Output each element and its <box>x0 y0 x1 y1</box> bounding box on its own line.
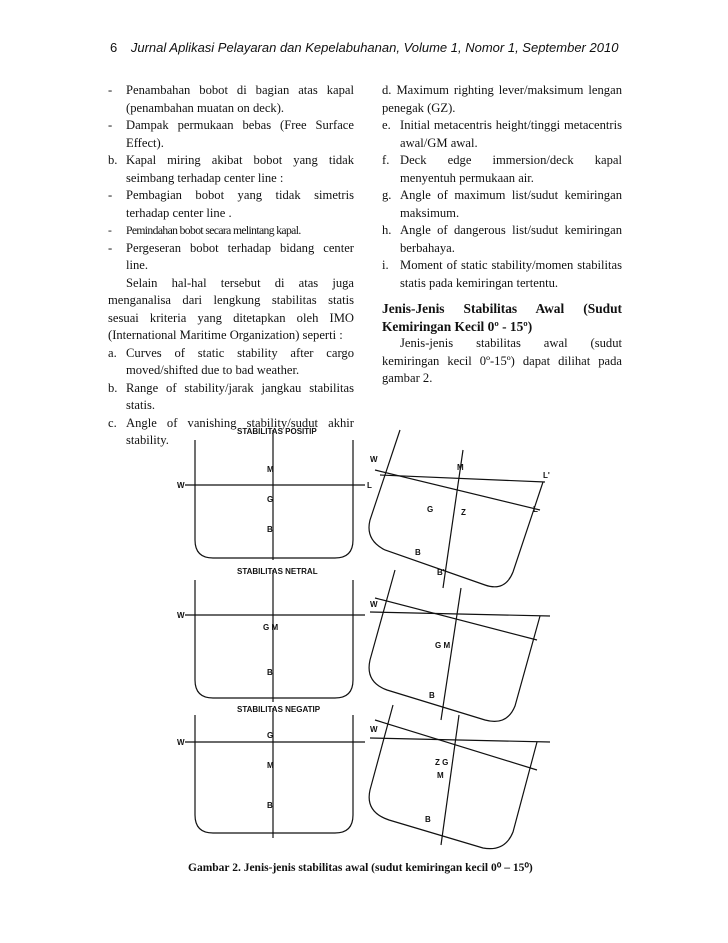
label-lp: L' <box>543 471 550 480</box>
list-marker: - <box>108 118 113 132</box>
list-item <box>382 257 622 292</box>
list-text: Pembagian bobot yang tidak simetris terhadap center line . <box>126 188 354 220</box>
list-item <box>382 152 622 187</box>
label-b: B <box>415 548 421 557</box>
label-w: W <box>370 725 378 734</box>
list-marker: c. <box>108 415 117 430</box>
list-marker: - <box>108 240 113 255</box>
stability-figure <box>165 420 565 850</box>
list-marker: i. <box>382 258 389 272</box>
list-text: Angle of dangerous list/sudut kemiringan berbahaya. <box>400 223 622 255</box>
label-w: W <box>370 600 378 609</box>
label-zg: Z G <box>435 758 449 767</box>
waterline <box>380 475 545 482</box>
list-text: Angle of vanishing stability/sudut akhir stability. <box>126 415 354 447</box>
centerline <box>441 588 461 720</box>
label-w: W <box>370 455 378 464</box>
label-b: B <box>425 815 431 824</box>
list-text: Deck edge immersion/deck kapal menyentuh permukaan air. <box>400 153 622 185</box>
list-item <box>382 222 622 257</box>
hull-outline <box>195 440 353 558</box>
list-item <box>108 187 354 222</box>
label-m: M <box>457 463 464 472</box>
list-text: Kapal miring akibat bobot yang tidak seimbang terhadap center line : <box>126 153 354 185</box>
label-m: M <box>437 771 444 780</box>
running-header <box>110 40 618 55</box>
hull-outline <box>195 580 353 698</box>
label-m: M <box>267 465 274 474</box>
list-marker: - <box>108 83 113 97</box>
list-marker: - <box>108 224 112 237</box>
list-item <box>108 152 354 187</box>
list-text: Pemindahan bobot secara melintang kapal. <box>126 224 301 237</box>
list-item <box>382 117 622 152</box>
list-text: Moment of static stability/momen stabilitas statis pada kemiringan tertentu. <box>400 258 622 290</box>
label-b: B <box>267 668 273 677</box>
panel-title: STABILITAS NETRAL <box>237 567 318 576</box>
waterline <box>370 612 550 616</box>
label-m: M <box>267 761 274 770</box>
figure-caption: Gambar 2. Jenis-jenis stabilitas awal (sudut kemiringan kecil 0⁰ – 15⁰) <box>188 862 533 874</box>
stability-diagram <box>165 420 565 850</box>
label-gm: G M <box>263 623 279 632</box>
panel-title: STABILITAS POSITIP <box>237 427 317 436</box>
list-text: Angle of maximum list/sudut kemiringan maksimum. <box>400 188 622 220</box>
page-number: 6 <box>110 40 118 55</box>
label-bp: B' <box>437 568 445 577</box>
list-marker: g. <box>382 188 392 202</box>
list-marker: b. <box>108 380 118 395</box>
list-text: Curves of static stability after cargo moved/shifted due to bad weather. <box>126 345 354 377</box>
section-paragraph: Jenis-jenis stabilitas awal (sudut kemiringan kecil 0º-15º) dapat dilihat pada gambar 2. <box>382 336 622 385</box>
list-text: Range of stability/jarak jangkau stabilitas statis. <box>126 380 354 412</box>
list-item <box>108 117 354 152</box>
list-marker: - <box>108 188 113 202</box>
section-heading: Jenis-Jenis Stabilitas Awal (Sudut Kemiringan Kecil 0º - 15º) <box>382 301 622 334</box>
label-z: Z <box>461 508 466 517</box>
label-g: G <box>427 505 434 514</box>
label-b: B <box>267 801 273 810</box>
list-item <box>108 345 354 380</box>
list-marker: e. <box>382 118 391 132</box>
label-b: B <box>267 525 273 534</box>
panel-title: STABILITAS NEGATIP <box>237 705 321 714</box>
hull-outline <box>195 715 353 833</box>
list-marker: h. <box>382 223 392 237</box>
journal-title: Jurnal Aplikasi Pelayaran dan Kepelabuhanan, Volume 1, Nomor 1, September 2010 <box>130 40 619 55</box>
list-text: Pergeseran bobot terhadap bidang center line. <box>126 240 354 272</box>
label-l: L <box>533 505 538 514</box>
list-text: Initial metacentris height/tinggi metacentris awal/GM awal. <box>400 118 622 150</box>
label-w: W <box>177 611 185 620</box>
list-text: Dampak permukaan bebas (Free Surface Effect). <box>126 118 354 150</box>
left-column <box>108 82 354 450</box>
imo-paragraph: Selain hal-hal tersebut di atas juga menganalisa dari lengkung stabilitas statis sesuai kriteria yang ditetapkan oleh IMO (International Maritime Organization) seperti : <box>108 275 354 342</box>
label-b: B <box>429 691 435 700</box>
list-item <box>108 380 354 415</box>
label-l: L <box>367 481 372 490</box>
centerline <box>441 715 459 845</box>
criteria-d: d. Maximum righting lever/maksimum lengan penegak (GZ). <box>382 83 622 115</box>
list-marker: f. <box>382 153 390 167</box>
hull-outline <box>369 430 543 587</box>
right-column <box>382 82 622 388</box>
label-g: G <box>267 495 274 504</box>
label-w: W <box>177 481 185 490</box>
list-text: Penambahan bobot di bagian atas kapal (penambahan muatan on deck). <box>126 83 354 115</box>
list-item <box>108 240 354 275</box>
waterline <box>370 738 550 742</box>
heeled-waterline <box>375 720 537 770</box>
label-g: G <box>267 731 274 740</box>
list-marker: b. <box>108 153 118 167</box>
list-item <box>108 82 354 117</box>
list-item <box>382 187 622 222</box>
label-gm: G M <box>435 641 451 650</box>
list-item <box>108 222 354 240</box>
label-w: W <box>177 738 185 747</box>
hull-outline <box>369 570 540 721</box>
list-marker: a. <box>108 345 117 360</box>
